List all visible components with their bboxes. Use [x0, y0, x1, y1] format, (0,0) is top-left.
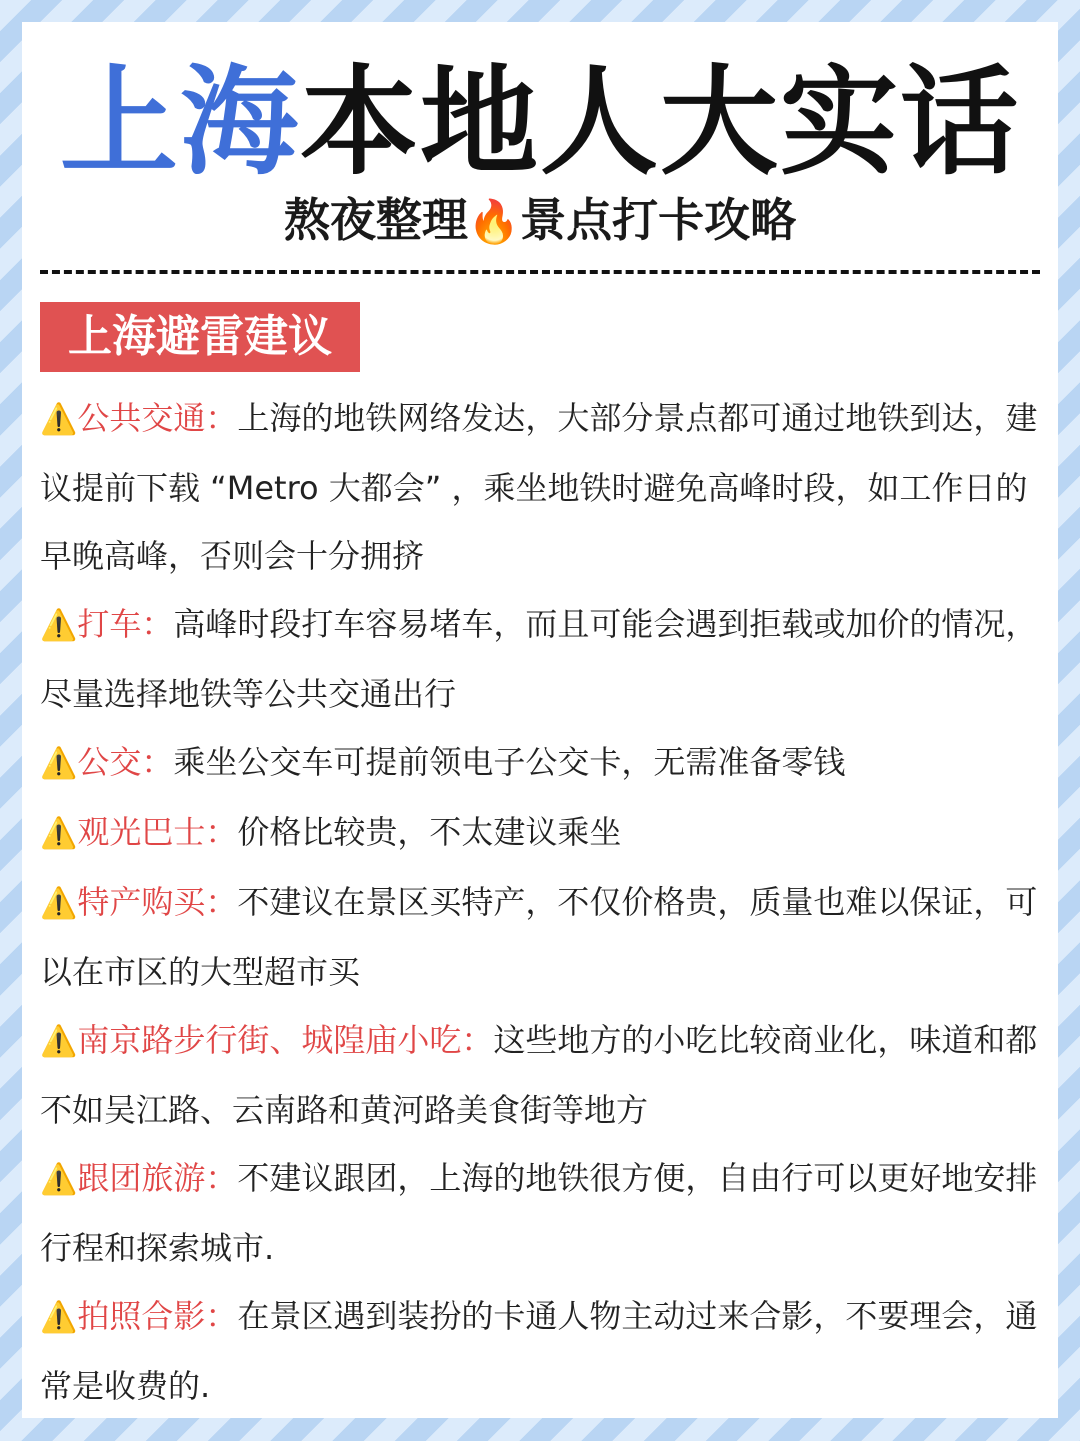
tip-text: 这些地方的小吃比较商业化，味道和都不如吴江路、云南路和黄河路美食街等地方 — [40, 1021, 1038, 1129]
fire-icon: 🔥 — [467, 197, 521, 246]
tip-text: 价格比较贵，不太建议乘坐 — [237, 813, 622, 851]
tip-text: 高峰时段打车容易堵车，而且可能会遇到拒载或加价的情况，尽量选择地铁等公共交通出行 — [40, 605, 1038, 713]
tip-text: 上海的地铁网络发达，大部分景点都可通过地铁到达，建议提前下载 “Metro 大都会” ，乘坐地铁时避免高峰时段，如工作日的早晚高峰，否则会十分拥挤 — [40, 399, 1038, 575]
warning-icon: ⚠️ — [40, 816, 78, 851]
tip-item-taxi — [40, 590, 1050, 728]
tip-label: 特产购买： — [77, 883, 238, 921]
page-subtitle — [22, 188, 1058, 254]
tip-text: 在景区遇到装扮的卡通人物主动过来合影，不要理会，通常是收费的. — [40, 1297, 1038, 1405]
tips-list — [40, 384, 1050, 1418]
tip-item-snacks — [40, 1006, 1050, 1144]
tip-label: 南京路步行街、城隍庙小吃： — [77, 1021, 494, 1059]
subtitle-after: 景点打卡攻略 — [520, 193, 797, 247]
warning-icon: ⚠️ — [40, 608, 78, 643]
tip-item-souvenirs — [40, 868, 1050, 1006]
tip-label: 拍照合影： — [77, 1297, 238, 1335]
tip-item-group-tour — [40, 1144, 1050, 1282]
section-title: 上海避雷建议 — [40, 302, 360, 372]
tip-label: 公交： — [77, 743, 174, 781]
tip-item-public-transport — [40, 384, 1050, 590]
tip-text: 不建议跟团，上海的地铁很方便，自由行可以更好地安排行程和探索城市. — [40, 1159, 1038, 1267]
warning-icon: ⚠️ — [40, 1162, 78, 1197]
warning-icon: ⚠️ — [40, 746, 78, 781]
subtitle-before: 熬夜整理 — [283, 193, 468, 247]
tip-label: 公共交通： — [77, 399, 238, 437]
tip-label: 跟团旅游： — [77, 1159, 238, 1197]
tip-item-photos — [40, 1282, 1050, 1418]
warning-icon: ⚠️ — [40, 402, 78, 437]
tip-item-bus — [40, 728, 1050, 798]
page-title — [22, 52, 1058, 192]
warning-icon: ⚠️ — [40, 1024, 78, 1059]
tip-text: 不建议在景区买特产，不仅价格贵，质量也难以保证，可以在市区的大型超市买 — [40, 883, 1038, 991]
warning-icon: ⚠️ — [40, 886, 78, 921]
dashed-divider — [40, 270, 1040, 274]
tip-label: 打车： — [77, 605, 174, 643]
content-card — [22, 22, 1058, 1418]
title-highlight: 上海 — [59, 53, 300, 191]
warning-icon: ⚠️ — [40, 1300, 78, 1335]
tip-label: 观光巴士： — [77, 813, 238, 851]
tip-item-sightseeing-bus — [40, 798, 1050, 868]
title-rest: 本地人大实话 — [300, 53, 1021, 191]
tip-text: 乘坐公交车可提前领电子公交卡，无需准备零钱 — [173, 743, 846, 781]
